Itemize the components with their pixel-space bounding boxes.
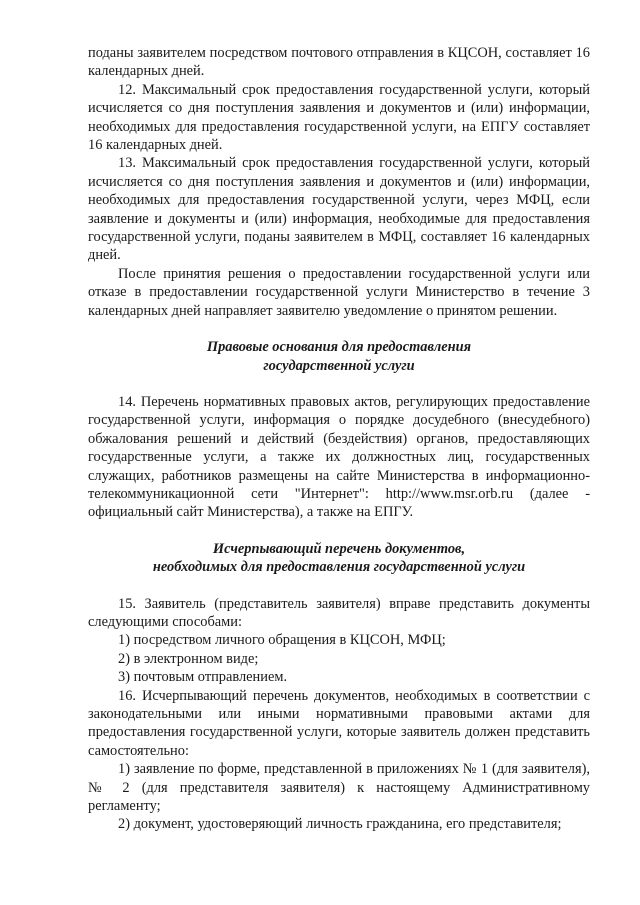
list-item: 2) документ, удостоверяющий личность гражданина, его представителя;	[118, 816, 562, 833]
list-item: 1) заявление по форме, представленной в приложениях № 1 (для заявителя), № 2 (для представителя заявителя) к настоящему Административному регламенту;	[88, 761, 590, 815]
list-item: 2) в электронном виде;	[118, 650, 259, 667]
paragraph-13: 13. Максимальный срок предоставления государственной услуги, который исчисляется со дня поступления заявления и документов и (или) информации, необходимых для предоставления государственной услуги, через МФЦ, если заявление и документы и (или) информация, необходимые для предоставления государственной услуги, поданы заявителем в МФЦ, составляет 16 календарных дней.	[88, 155, 590, 264]
heading-line: государственной услуги	[263, 357, 415, 374]
section-heading-documents-list	[88, 540, 590, 577]
paragraph-decision-notice: После принятия решения о предоставлении государственной услуги или отказе в предоставлении государственной услуги Министерство в течение 3 календарных дней направляет заявителю уведомление о принятом решении.	[88, 265, 590, 319]
list-item: 3) почтовым отправлением.	[118, 669, 288, 686]
paragraph-16: 16. Исчерпывающий перечень документов, необходимых в соответствии с законодательными или иными нормативными правовыми актами для предоставления государственной услуги, которые заявитель должен представить самостоятельно:	[88, 687, 590, 759]
section-heading-legal-basis	[88, 338, 590, 375]
heading-line: Исчерпывающий перечень документов,	[212, 540, 466, 557]
paragraph-12: 12. Максимальный срок предоставления государственной услуги, который исчисляется со дня поступления заявления и документов и (или) информации, необходимых для предоставления государственной услуги, на ЕПГУ составляет 16 календарных дней.	[88, 81, 590, 154]
list-item: 1) посредством личного обращения в КЦСОН, МФЦ;	[118, 632, 446, 649]
paragraph-15: 15. Заявитель (представитель заявителя) вправе представить документы следующими способами:	[88, 595, 590, 630]
document-page	[88, 44, 590, 834]
paragraph-14: 14. Перечень нормативных правовых актов, регулирующих предоставление государственной услуги, информация о порядке досудебного (внесудебного) обжалования решений и действий (бездействия) органов, предоставляющих государственные услуги, а также их должностных лиц, государственных служащих, работников размещены на сайте Министерства в информационно-телекоммуникационной сети "Интернет": http://www.msr.orb.ru (далее - официальный сайт Министерства), а также на ЕПГУ.	[88, 393, 590, 521]
paragraph-continuation: поданы заявителем посредством почтового отправления в КЦСОН, составляет 16 календарных дней.	[88, 45, 590, 80]
heading-line: необходимых для предоставления государственной услуги	[152, 559, 526, 576]
heading-line: Правовые основания для предоставления	[206, 339, 472, 356]
